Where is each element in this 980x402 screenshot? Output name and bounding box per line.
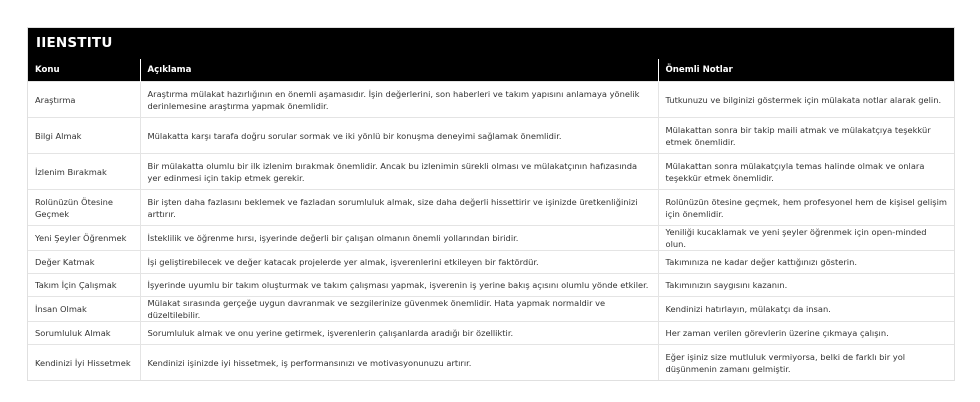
cell-notlar: Takımınızın saygısını kazanın. bbox=[658, 274, 954, 297]
cell-notlar: Kendinizi hatırlayın, mülakatçı da insan. bbox=[658, 297, 954, 322]
cell-notlar: Tutkunuzu ve bilginizi göstermek için mülakata notlar alarak gelin. bbox=[658, 82, 954, 118]
cell-konu: İnsan Olmak bbox=[28, 297, 140, 322]
cell-notlar: Her zaman verilen görevlerin üzerine çıkmaya çalışın. bbox=[658, 322, 954, 345]
table-row bbox=[28, 226, 954, 251]
cell-konu: Kendinizi İyi Hissetmek bbox=[28, 345, 140, 381]
cell-aciklama: İşi geliştirebilecek ve değer katacak projelerde yer almak, işverenlerini etkileyen bir faktördür. bbox=[140, 251, 658, 274]
cell-aciklama: Sorumluluk almak ve onu yerine getirmek, işverenlerin çalışanlarda aradığı bir özelliktir. bbox=[140, 322, 658, 345]
column-header-konu: Konu bbox=[28, 59, 140, 82]
table-row bbox=[28, 190, 954, 226]
cell-notlar: Eğer işiniz size mutluluk vermiyorsa, belki de farklı bir yol düşünmenin zamanı gelmiştir. bbox=[658, 345, 954, 381]
cell-aciklama: Mülakatta karşı tarafa doğru sorular sormak ve iki yönlü bir konuşma deneyimi sağlamak önemlidir. bbox=[140, 118, 658, 154]
cell-konu: Yeni Şeyler Öğrenmek bbox=[28, 226, 140, 251]
cell-notlar: Mülakattan sonra bir takip maili atmak ve mülakatçıya teşekkür etmek önemlidir. bbox=[658, 118, 954, 154]
cell-notlar: Rolünüzün ötesine geçmek, hem profesyonel hem de kişisel gelişim için önemlidir. bbox=[658, 190, 954, 226]
cell-aciklama: Araştırma mülakat hazırlığının en önemli aşamasıdır. İşin değerlerini, son haberleri ve takım yapısını anlamaya yönelik derinlemesine araştırma yapmak önemlidir. bbox=[140, 82, 658, 118]
content-table-card bbox=[27, 27, 955, 381]
table-row bbox=[28, 345, 954, 381]
cell-konu: Bilgi Almak bbox=[28, 118, 140, 154]
cell-notlar: Yeniliği kucaklamak ve yeni şeyler öğrenmek için open-minded olun. bbox=[658, 226, 954, 251]
cell-konu: Takım İçin Çalışmak bbox=[28, 274, 140, 297]
cell-aciklama: İsteklilik ve öğrenme hırsı, işyerinde değerli bir çalışan olmanın önemli yollarından biridir. bbox=[140, 226, 658, 251]
brand-header: IIENSTITU bbox=[28, 28, 954, 59]
table-row bbox=[28, 118, 954, 154]
cell-aciklama: Bir işten daha fazlasını beklemek ve fazladan sorumluluk almak, size daha değerli hissettirir ve işinizde üretkenliğinizi arttırır. bbox=[140, 190, 658, 226]
table-row bbox=[28, 82, 954, 118]
cell-konu: Rolünüzün Ötesine Geçmek bbox=[28, 190, 140, 226]
table-row bbox=[28, 322, 954, 345]
cell-konu: Değer Katmak bbox=[28, 251, 140, 274]
table-row bbox=[28, 297, 954, 322]
cell-konu: Sorumluluk Almak bbox=[28, 322, 140, 345]
cell-konu: İzlenim Bırakmak bbox=[28, 154, 140, 190]
table-row bbox=[28, 274, 954, 297]
cell-aciklama: Kendinizi işinizde iyi hissetmek, iş performansınızı ve motivasyonunuzu artırır. bbox=[140, 345, 658, 381]
cell-notlar: Takımınıza ne kadar değer kattığınızı gösterin. bbox=[658, 251, 954, 274]
cell-aciklama: Mülakat sırasında gerçeğe uygun davranmak ve sezgilerinize güvenmek önemlidir. Hata yapmak normaldir ve düzeltilebilir. bbox=[140, 297, 658, 322]
table-row bbox=[28, 251, 954, 274]
cell-aciklama: İşyerinde uyumlu bir takım oluşturmak ve takım çalışması yapmak, işverenin iş yerine bakış açısını olumlu yönde etkiler. bbox=[140, 274, 658, 297]
column-header-aciklama: Açıklama bbox=[140, 59, 658, 82]
info-table bbox=[28, 59, 954, 380]
cell-aciklama: Bir mülakatta olumlu bir ilk izlenim bırakmak önemlidir. Ancak bu izlenimin sürekli olması ve mülakatçının hafızasında yer edinmesi için takip etmek gerekir. bbox=[140, 154, 658, 190]
cell-notlar: Mülakattan sonra mülakatçıyla temas halinde olmak ve onlara teşekkür etmek önemlidir. bbox=[658, 154, 954, 190]
column-header-notlar: Önemli Notlar bbox=[658, 59, 954, 82]
table-row bbox=[28, 154, 954, 190]
table-header-row bbox=[28, 59, 954, 82]
cell-konu: Araştırma bbox=[28, 82, 140, 118]
